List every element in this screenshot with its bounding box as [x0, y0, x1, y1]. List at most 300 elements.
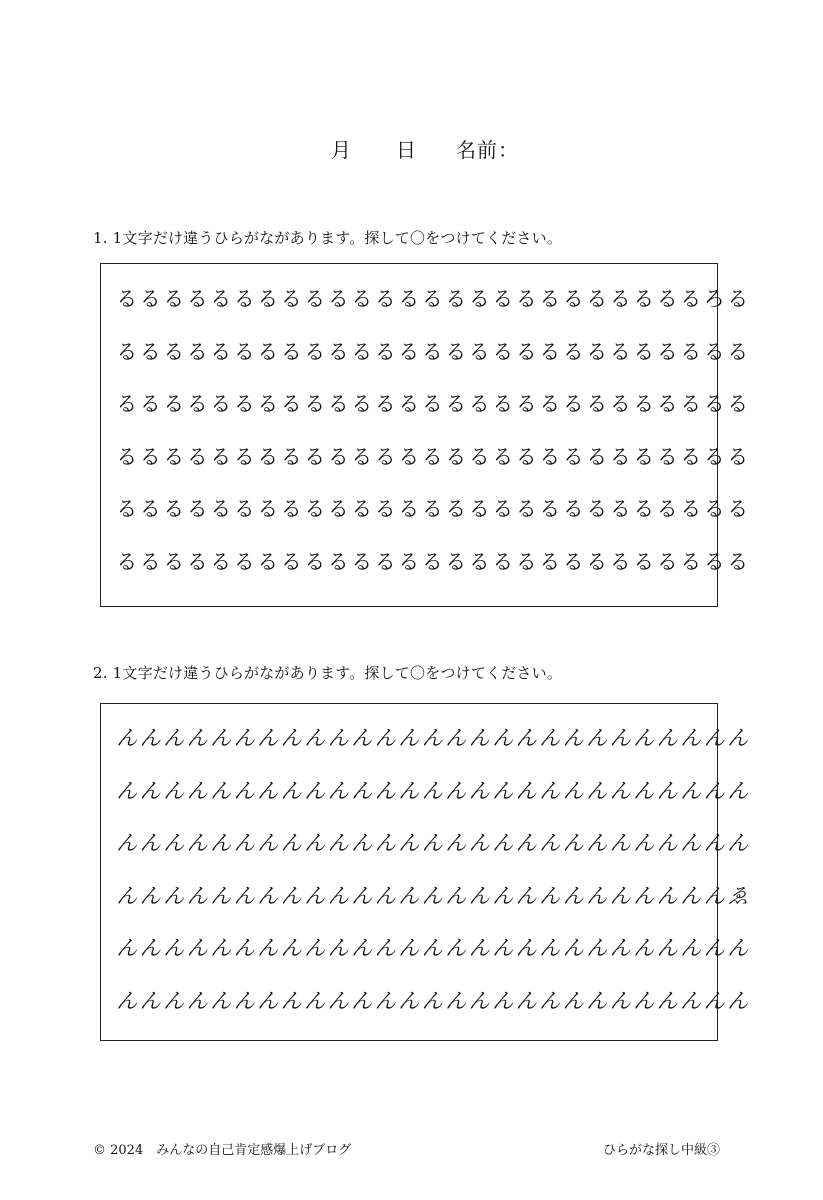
grid-character: る [515, 497, 537, 521]
grid-character: る [562, 444, 584, 469]
grid-character: る [186, 339, 208, 364]
grid-character: る [351, 392, 373, 416]
grid-character: ん [210, 831, 232, 855]
grid-character: ん [586, 936, 608, 960]
grid-character: る [186, 287, 208, 311]
grid-character: る [327, 339, 349, 364]
grid-character: る [327, 444, 349, 469]
grid-character: る [233, 392, 255, 416]
grid-character: ん [233, 831, 255, 855]
grid-character: ん [398, 988, 420, 1013]
grid-character: ん [492, 778, 514, 803]
grid-character: る [257, 339, 279, 364]
grid-character: ん [656, 831, 678, 855]
grid-character: る [233, 339, 255, 364]
grid-character: ん [257, 831, 279, 855]
grid-character: る [304, 497, 326, 521]
grid-character: る [445, 287, 467, 311]
grid-character: ん [327, 883, 349, 908]
grid-character: ん [351, 778, 373, 803]
grid-character: る [633, 339, 655, 364]
grid-character: ん [515, 778, 537, 803]
grid-character: ん [562, 726, 584, 750]
grid-character: る [609, 549, 631, 574]
grid-character: ん [515, 726, 537, 750]
grid-character: ん [468, 883, 490, 908]
grid-character: ん [562, 831, 584, 855]
grid-character: る [586, 497, 608, 521]
grid-character: る [210, 287, 232, 311]
grid-character: ろ [703, 287, 725, 311]
grid-character: る [656, 339, 678, 364]
grid-character: る [351, 287, 373, 311]
grid-character: る [116, 549, 138, 574]
grid-character: ん [562, 883, 584, 908]
grid-character: る [116, 287, 138, 311]
grid-character: ん [398, 831, 420, 855]
grid-character: ん [116, 883, 138, 908]
grid-character: る [186, 392, 208, 416]
grid-character: る [374, 444, 396, 469]
grid-character: る [139, 444, 161, 469]
grid-row [115, 442, 750, 472]
grid-character: ん [703, 778, 725, 803]
grid-character: ん [468, 726, 490, 750]
grid-character: ん [703, 726, 725, 750]
grid-character: ん [351, 883, 373, 908]
grid-character: ん [233, 883, 255, 908]
grid-character: る [280, 497, 302, 521]
grid-character: ん [398, 726, 420, 750]
grid-character: ん [116, 831, 138, 855]
grid-character: る [163, 497, 185, 521]
grid-character: ん [609, 883, 631, 908]
grid-character: る [539, 549, 561, 574]
grid-character: ん [186, 883, 208, 908]
grid-character: ん [633, 988, 655, 1013]
grid-character: る [257, 497, 279, 521]
grid-character: ん [539, 726, 561, 750]
grid-character: ん [374, 936, 396, 960]
grid-character: る [703, 339, 725, 364]
grid-character: ん [280, 778, 302, 803]
grid-character: ん [703, 988, 725, 1013]
grid-character: ん [492, 883, 514, 908]
grid-character: る [374, 549, 396, 574]
grid-character: ん [609, 778, 631, 803]
grid-character: ん [304, 883, 326, 908]
grid-character: る [116, 339, 138, 364]
grid-character: る [304, 339, 326, 364]
grid-character: ん [539, 778, 561, 803]
question-1-instruction: 1. 1文字だけ違うひらがながあります。探して〇をつけてください。 [93, 229, 563, 247]
grid-character: る [233, 287, 255, 311]
grid-character: る [586, 549, 608, 574]
grid-character: る [727, 497, 749, 521]
grid-character: ん [586, 883, 608, 908]
grid-character: る [163, 549, 185, 574]
question-2-instruction: 2. 1文字だけ違うひらがながあります。探して〇をつけてください。 [93, 664, 563, 682]
grid-character: る [445, 549, 467, 574]
grid-character: ん [186, 726, 208, 750]
grid-character: る [163, 339, 185, 364]
grid-character: ん [186, 988, 208, 1013]
grid-character: ん [210, 988, 232, 1013]
grid-character: る [257, 444, 279, 469]
grid-character: る [703, 497, 725, 521]
grid-character: る [633, 549, 655, 574]
grid-character: ん [139, 883, 161, 908]
grid-character: ん [139, 778, 161, 803]
grid-character: ん [280, 988, 302, 1013]
grid-character: る [233, 497, 255, 521]
grid-character: る [680, 497, 702, 521]
grid-character: る [398, 287, 420, 311]
grid-character: ん [374, 778, 396, 803]
grid-character: ん [421, 988, 443, 1013]
grid-character: ん [186, 831, 208, 855]
grid-character: る [515, 549, 537, 574]
grid-character: る [609, 287, 631, 311]
grid-character: る [351, 549, 373, 574]
grid-character: ん [163, 883, 185, 908]
grid-character: る [609, 497, 631, 521]
grid-character: る [374, 339, 396, 364]
grid-character: ん [304, 726, 326, 750]
grid-character: ん [609, 988, 631, 1013]
grid-character: る [586, 339, 608, 364]
grid-character: る [116, 497, 138, 521]
grid-character: ん [421, 778, 443, 803]
grid-character: る [656, 497, 678, 521]
grid-character: ん [257, 778, 279, 803]
name-label: 名前： [456, 138, 519, 162]
grid-character: ん [633, 936, 655, 960]
grid-character: ん [445, 936, 467, 960]
grid-character: る [139, 549, 161, 574]
grid-character: ん [656, 936, 678, 960]
grid-character: ん [304, 778, 326, 803]
grid-character: ん [492, 936, 514, 960]
grid-character: ん [586, 726, 608, 750]
grid-row [115, 494, 750, 524]
grid-character: る [327, 392, 349, 416]
grid-character: る [656, 444, 678, 469]
grid-character: る [257, 287, 279, 311]
grid-character: ん [163, 831, 185, 855]
grid-character: ん [304, 831, 326, 855]
grid-character: ん [515, 883, 537, 908]
grid-character: る [163, 444, 185, 469]
footer-copyright: © 2024 みんなの自己肯定感爆上げブログ [93, 1143, 352, 1158]
grid-character: る [139, 392, 161, 416]
grid-row [115, 776, 750, 806]
grid-row [115, 933, 750, 963]
grid-row [115, 986, 750, 1016]
grid-character: る [139, 497, 161, 521]
grid-character: ん [703, 883, 725, 908]
grid-character: ん [139, 988, 161, 1013]
grid-character: ん [445, 883, 467, 908]
grid-character: ん [304, 988, 326, 1013]
grid-character: ん [351, 936, 373, 960]
grid-character: ん [233, 778, 255, 803]
grid-character: ん [327, 778, 349, 803]
grid-character: ん [727, 988, 749, 1013]
grid-character: る [398, 339, 420, 364]
grid-character: る [280, 287, 302, 311]
grid-character: る [609, 339, 631, 364]
grid-character: る [562, 392, 584, 416]
grid-character: る [656, 392, 678, 416]
grid-character: る [280, 444, 302, 469]
grid-character: ん [421, 831, 443, 855]
grid-character: る [304, 287, 326, 311]
grid-row [115, 547, 750, 577]
grid-character: る [562, 287, 584, 311]
grid-character: る [186, 444, 208, 469]
grid-character: ん [703, 831, 725, 855]
grid-character: ん [515, 831, 537, 855]
grid-character: ん [445, 726, 467, 750]
grid-character: る [351, 339, 373, 364]
grid-character: る [327, 287, 349, 311]
grid-character: ん [116, 988, 138, 1013]
grid-character: る [398, 549, 420, 574]
grid-character: る [421, 444, 443, 469]
grid-character: る [727, 392, 749, 416]
grid-character: る [539, 339, 561, 364]
grid-character: ん [562, 778, 584, 803]
grid-character: ん [656, 726, 678, 750]
month-label: 月 [331, 138, 351, 162]
grid-character: ん [445, 988, 467, 1013]
grid-character: る [539, 497, 561, 521]
grid-character: ん [468, 778, 490, 803]
grid-character: る [539, 392, 561, 416]
grid-character: ん [374, 726, 396, 750]
grid-character: る [421, 549, 443, 574]
grid-character: ん [139, 726, 161, 750]
grid-character: る [727, 287, 749, 311]
grid-character: ん [280, 726, 302, 750]
grid-character: ん [680, 883, 702, 908]
grid-character: る [421, 287, 443, 311]
grid-character: る [586, 392, 608, 416]
grid-character: ん [445, 778, 467, 803]
grid-character: ん [515, 936, 537, 960]
grid-character: る [515, 339, 537, 364]
grid-character: る [727, 549, 749, 574]
grid-character: る [680, 392, 702, 416]
grid-character: ん [210, 726, 232, 750]
grid-character: る [492, 497, 514, 521]
grid-character: ん [421, 726, 443, 750]
grid-character: ん [492, 726, 514, 750]
grid-character: ん [233, 936, 255, 960]
grid-character: る [445, 392, 467, 416]
grid-character: ん [633, 778, 655, 803]
grid-character: ん [351, 831, 373, 855]
grid-character: ん [351, 988, 373, 1013]
grid-character: ん [680, 936, 702, 960]
grid-character: ん [468, 988, 490, 1013]
grid-character: る [703, 392, 725, 416]
grid-character: る [327, 497, 349, 521]
grid-character: る [680, 444, 702, 469]
grid-character: ん [116, 936, 138, 960]
grid-character: ん [609, 726, 631, 750]
grid-character: る [233, 549, 255, 574]
grid-character: ん [633, 726, 655, 750]
grid-character: る [468, 497, 490, 521]
grid-character: る [280, 339, 302, 364]
grid-character: る [374, 287, 396, 311]
grid-character: る [680, 339, 702, 364]
grid-character: ん [680, 831, 702, 855]
grid-character: ゑ [727, 883, 749, 908]
grid-row [115, 881, 750, 911]
grid-character: ん [163, 988, 185, 1013]
grid-character: る [539, 287, 561, 311]
grid-character: ん [539, 831, 561, 855]
grid-character: る [163, 392, 185, 416]
grid-character: る [327, 549, 349, 574]
grid-character: る [492, 549, 514, 574]
grid-character: ん [445, 831, 467, 855]
grid-character: る [562, 339, 584, 364]
grid-character: る [139, 287, 161, 311]
grid-character: る [468, 549, 490, 574]
grid-character: る [609, 444, 631, 469]
grid-character: ん [539, 988, 561, 1013]
grid-character: る [445, 497, 467, 521]
grid-character: ん [703, 936, 725, 960]
grid-character: ん [609, 936, 631, 960]
grid-character: ん [680, 778, 702, 803]
grid-character: る [257, 549, 279, 574]
grid-character: る [186, 549, 208, 574]
grid-character: る [445, 339, 467, 364]
grid-character: る [445, 444, 467, 469]
grid-character: ん [163, 936, 185, 960]
grid-character: る [421, 339, 443, 364]
grid-character: ん [656, 988, 678, 1013]
grid-character: ん [139, 936, 161, 960]
grid-character: る [280, 549, 302, 574]
grid-character: る [586, 287, 608, 311]
grid-character: ん [327, 726, 349, 750]
grid-character: ん [374, 883, 396, 908]
grid-character: ん [680, 988, 702, 1013]
grid-character: ん [727, 831, 749, 855]
grid-character: ん [304, 936, 326, 960]
grid-character: ん [374, 831, 396, 855]
grid-character: る [468, 339, 490, 364]
grid-character: ん [609, 831, 631, 855]
grid-character: ん [727, 936, 749, 960]
grid-character: ん [421, 883, 443, 908]
grid-character: ん [257, 883, 279, 908]
grid-character: る [210, 339, 232, 364]
grid-character: ん [327, 988, 349, 1013]
grid-character: ん [257, 988, 279, 1013]
grid-character: ん [727, 778, 749, 803]
grid-row [115, 723, 750, 753]
grid-character: る [421, 497, 443, 521]
grid-character: ん [280, 936, 302, 960]
grid-character: る [562, 497, 584, 521]
grid-character: る [351, 497, 373, 521]
grid-character: ん [210, 883, 232, 908]
grid-character: る [586, 444, 608, 469]
grid-character: ん [398, 936, 420, 960]
grid-character: る [703, 444, 725, 469]
grid-character: ん [539, 883, 561, 908]
grid-character: ん [633, 831, 655, 855]
grid-character: ん [656, 778, 678, 803]
question-2-grid [100, 703, 749, 1041]
grid-character: ん [515, 988, 537, 1013]
grid-character: る [186, 497, 208, 521]
grid-character: る [656, 549, 678, 574]
grid-character: ん [257, 936, 279, 960]
grid-character: ん [727, 726, 749, 750]
grid-character: る [374, 497, 396, 521]
grid-character: る [633, 287, 655, 311]
grid-character: る [280, 392, 302, 416]
question-1-grid [100, 263, 749, 607]
grid-character: ん [233, 726, 255, 750]
grid-character: る [398, 497, 420, 521]
grid-character: ん [163, 726, 185, 750]
grid-character: る [210, 549, 232, 574]
grid-character: る [492, 287, 514, 311]
grid-character: る [116, 392, 138, 416]
grid-character: る [468, 444, 490, 469]
grid-character: る [609, 392, 631, 416]
grid-character: る [210, 497, 232, 521]
grid-character: ん [280, 831, 302, 855]
grid-character: る [257, 392, 279, 416]
grid-character: ん [562, 936, 584, 960]
grid-character: る [304, 549, 326, 574]
grid-character: る [210, 392, 232, 416]
grid-character: ん [210, 936, 232, 960]
grid-character: る [515, 287, 537, 311]
grid-character: ん [586, 831, 608, 855]
grid-character: る [210, 444, 232, 469]
grid-character: ん [116, 778, 138, 803]
grid-row [115, 828, 750, 858]
grid-character: る [492, 339, 514, 364]
grid-character: る [727, 444, 749, 469]
grid-character: ん [492, 988, 514, 1013]
grid-character: る [468, 392, 490, 416]
grid-character: る [633, 444, 655, 469]
worksheet-header [0, 134, 823, 162]
grid-character: ん [398, 883, 420, 908]
grid-character: ん [116, 726, 138, 750]
grid-character: ん [280, 883, 302, 908]
grid-character: ん [186, 778, 208, 803]
grid-character: る [233, 444, 255, 469]
grid-character: る [633, 497, 655, 521]
grid-character: る [492, 392, 514, 416]
grid-character: ん [492, 831, 514, 855]
day-label: 日 [396, 138, 416, 162]
grid-row [115, 337, 750, 367]
